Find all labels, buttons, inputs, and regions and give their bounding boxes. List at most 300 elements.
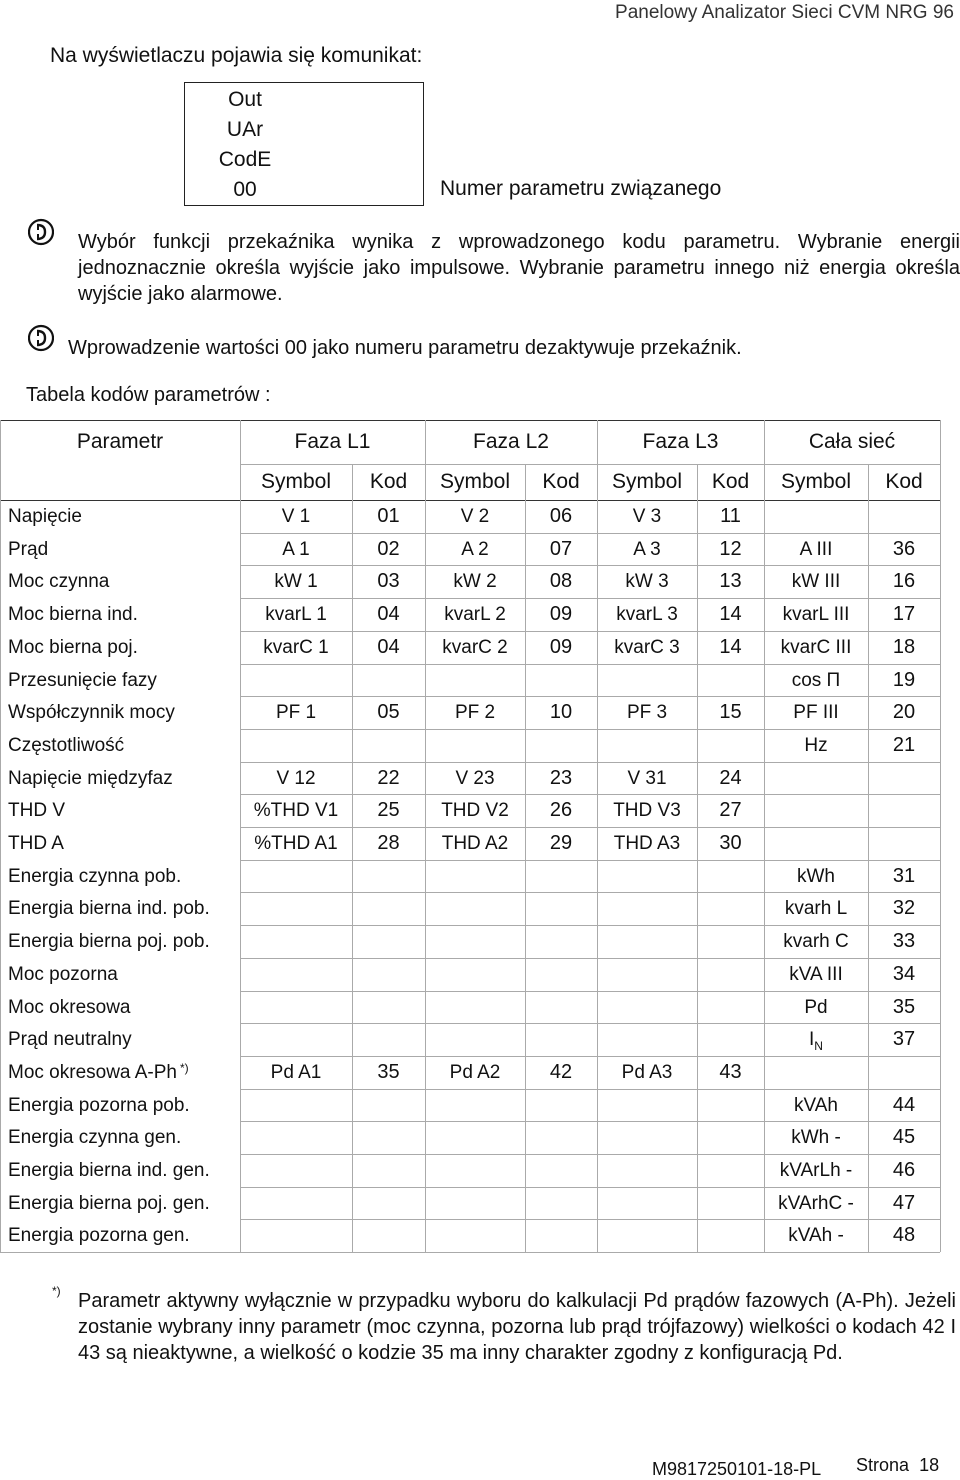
symbol-cell [597, 1219, 697, 1252]
code-cell [352, 1121, 425, 1154]
symbol-cell [425, 794, 525, 827]
header-kod: Kod [542, 470, 580, 493]
symbol-cell [425, 1089, 525, 1122]
cell-value: 35 [377, 1060, 400, 1083]
code-cell [525, 598, 597, 631]
code-cell [352, 500, 425, 533]
header-kod: Kod [885, 470, 923, 493]
code-cell [868, 762, 940, 795]
table-row [0, 1154, 940, 1187]
code-cell [525, 794, 597, 827]
code-cell [697, 1187, 764, 1220]
footer-page [856, 1455, 939, 1476]
display-message-box [184, 82, 424, 206]
symbol-cell [240, 1219, 352, 1252]
symbol-cell [764, 958, 868, 991]
row-parameter-name [8, 1089, 190, 1122]
symbol-cell [425, 860, 525, 893]
code-cell [525, 925, 597, 958]
column-divider [868, 464, 869, 1252]
cell-value: PF III [793, 702, 839, 724]
row-parameter-label: Prąd [8, 538, 49, 560]
code-cell [868, 1056, 940, 1089]
cell-value: kVAh [793, 1094, 838, 1116]
footer-page-number: 18 [919, 1455, 940, 1475]
cell-value: 30 [719, 832, 742, 854]
code-cell [525, 533, 597, 566]
symbol-cell [597, 664, 697, 697]
cell-value: kVAh - [788, 1225, 844, 1247]
row-divider [240, 1023, 940, 1024]
table-row [0, 729, 940, 762]
row-parameter-label: Energia bierna ind. pob. [8, 898, 210, 920]
symbol-cell [597, 860, 697, 893]
row-parameter-name [8, 925, 210, 958]
symbol-cell [764, 500, 868, 533]
code-cell [525, 827, 597, 860]
display-line: 00 [233, 178, 257, 201]
cell-value: 09 [549, 635, 573, 658]
cell-value: 29 [549, 832, 573, 854]
symbol-cell [764, 696, 868, 729]
cell-value: A III [799, 538, 833, 560]
cell-value: kvarL 3 [616, 604, 678, 626]
cell-value: 46 [892, 1159, 916, 1181]
code-cell [352, 925, 425, 958]
code-cell [352, 1023, 425, 1056]
cell-value: 33 [892, 930, 916, 953]
cell-value: cos Π [791, 669, 841, 691]
row-parameter-label: Energia pozorna pob. [8, 1094, 190, 1116]
intro-text: Na wyświetlaczu pojawia się komunikat: [50, 44, 423, 67]
code-cell [525, 991, 597, 1024]
display-note: Numer parametru związanego [440, 177, 722, 200]
code-cell [352, 1154, 425, 1187]
symbol-cell [597, 958, 697, 991]
code-cell [525, 696, 597, 729]
code-cell [868, 1154, 940, 1187]
row-divider [240, 1154, 940, 1155]
footnote-mark: *) [52, 1284, 61, 1298]
code-cell [868, 1219, 940, 1252]
row-parameter-name [8, 1154, 210, 1187]
row-divider [240, 1121, 940, 1122]
cell-value: kvarh L [784, 898, 848, 920]
code-cell [697, 827, 764, 860]
cell-value: 11 [720, 505, 741, 527]
symbol-cell [764, 664, 868, 697]
cell-value: 04 [377, 603, 400, 626]
table-row [0, 1121, 940, 1154]
cell-value: V 3 [632, 506, 662, 527]
symbol-cell [240, 860, 352, 893]
row-parameter-label: Moc bierna ind. [8, 604, 138, 626]
table-row [0, 860, 940, 893]
header-faza-l2: Faza L2 [473, 430, 549, 453]
code-cell [525, 1056, 597, 1089]
cell-value: Hz [804, 734, 828, 756]
cell-value: V 2 [460, 506, 490, 527]
symbol-cell [597, 827, 697, 860]
symbol-cell [240, 991, 352, 1024]
row-parameter-label: Moc czynna [8, 571, 110, 593]
cell-value: 37 [892, 1028, 916, 1051]
row-parameter-label: Moc okresowa A-Ph [8, 1061, 177, 1083]
symbol-cell [240, 1089, 352, 1122]
code-cell [525, 565, 597, 598]
code-cell [352, 1089, 425, 1122]
header-kod: Kod [711, 470, 750, 493]
code-cell [352, 1219, 425, 1252]
cell-value: 04 [377, 635, 400, 658]
symbol-cell [240, 500, 352, 533]
row-parameter-name [8, 598, 138, 631]
row-parameter-label: Moc bierna poj. [8, 636, 138, 658]
cell-value: 35 [892, 995, 916, 1018]
cell-value: kvarC 2 [442, 636, 508, 658]
code-cell [697, 1219, 764, 1252]
symbol-cell [425, 1154, 525, 1187]
code-cell [525, 1154, 597, 1187]
column-divider [525, 464, 526, 1252]
table-row [0, 664, 940, 697]
table-top-border [0, 420, 940, 421]
code-cell [352, 958, 425, 991]
symbol-cell [240, 1056, 352, 1089]
symbol-cell [240, 565, 352, 598]
row-parameter-name [8, 827, 64, 860]
table-row [0, 991, 940, 1024]
column-divider [940, 420, 941, 1252]
symbol-cell [425, 533, 525, 566]
column-divider [425, 420, 426, 1252]
cell-value: THD V2 [441, 800, 509, 822]
symbol-cell [764, 533, 868, 566]
cell-value: 23 [549, 766, 573, 789]
cell-value: kvarC III [780, 636, 852, 658]
row-parameter-name [8, 631, 138, 664]
cell-value: A 3 [633, 538, 661, 560]
cell-value: 42 [549, 1060, 573, 1083]
symbol-cell [425, 1056, 525, 1089]
symbol-cell [764, 1056, 868, 1089]
symbol-cell [764, 1121, 868, 1154]
footnote-reference: *) [179, 1060, 189, 1075]
cell-value: 28 [377, 832, 400, 854]
code-cell [697, 1154, 764, 1187]
table-row [0, 892, 940, 925]
row-divider [240, 762, 940, 763]
symbol-cell [597, 991, 697, 1024]
symbol-cell [240, 958, 352, 991]
cell-value: V 1 [281, 506, 311, 527]
code-cell [868, 991, 940, 1024]
header-symbol: Symbol [439, 470, 511, 493]
symbol-cell [764, 794, 868, 827]
code-cell [868, 664, 940, 697]
code-cell [352, 1056, 425, 1089]
header-symbol: Symbol [260, 470, 332, 493]
cell-value: 20 [892, 701, 916, 724]
symbol-cell [597, 631, 697, 664]
cell-value: 21 [892, 733, 916, 756]
column-divider [352, 464, 353, 1252]
symbol-cell [597, 696, 697, 729]
code-cell [697, 598, 764, 631]
row-divider [240, 1056, 940, 1057]
code-cell [697, 892, 764, 925]
symbol-cell [764, 860, 868, 893]
cell-value: 24 [719, 766, 742, 789]
symbol-cell [240, 892, 352, 925]
cell-value: %THD A1 [254, 833, 338, 854]
cell-value: kVArhC - [778, 1192, 854, 1214]
symbol-cell [240, 762, 352, 795]
cell-value: 10 [549, 701, 573, 724]
symbol-cell [240, 664, 352, 697]
cell-value: 01 [377, 505, 400, 527]
row-parameter-name [8, 1187, 210, 1220]
row-divider [240, 958, 940, 959]
cell-value: PF 1 [275, 702, 317, 724]
cell-value: 45 [892, 1126, 916, 1149]
row-parameter-name [8, 958, 118, 991]
row-parameter-label: Energia bierna poj. gen. [8, 1192, 210, 1214]
cell-value: 25 [377, 799, 400, 822]
cell-value: A 2 [461, 538, 489, 560]
cell-value: Pd A2 [449, 1061, 501, 1083]
cell-value: kW 3 [625, 571, 669, 593]
header-divider [240, 464, 940, 465]
code-cell [525, 500, 597, 533]
column-divider [697, 464, 698, 1252]
cell-value: PF 2 [454, 702, 496, 724]
cell-value: 48 [892, 1224, 916, 1247]
code-cell [525, 860, 597, 893]
cell-value: kvarC 1 [263, 636, 329, 658]
cell-value: Pd [804, 996, 828, 1018]
column-divider [240, 420, 241, 1252]
table-row [0, 1187, 940, 1220]
row-parameter-name [8, 1023, 132, 1056]
symbol-cell [597, 1089, 697, 1122]
code-cell [697, 565, 764, 598]
code-cell [868, 1187, 940, 1220]
table-row [0, 500, 940, 533]
code-cell [525, 664, 597, 697]
cell-value: kW 2 [453, 571, 497, 593]
row-divider [240, 860, 940, 861]
symbol-cell [764, 1154, 868, 1187]
row-parameter-label: Napięcie międzyfaz [8, 767, 173, 789]
cell-value: kVArLh - [779, 1160, 853, 1181]
code-cell [352, 598, 425, 631]
code-cell [697, 860, 764, 893]
row-parameter-label: Energia pozorna gen. [8, 1225, 190, 1247]
cell-value: 09 [549, 603, 573, 626]
symbol-cell [240, 827, 352, 860]
code-cell [352, 1187, 425, 1220]
cell-value: 02 [377, 537, 400, 560]
row-divider [240, 991, 940, 992]
cell-value: THD V3 [613, 800, 681, 822]
row-parameter-name [8, 1056, 189, 1089]
row-parameter-label: Energia czynna gen. [8, 1127, 182, 1149]
code-cell [868, 794, 940, 827]
code-cell [697, 500, 764, 533]
code-cell [352, 696, 425, 729]
footnote-text: Parametr aktywny wyłącznie w przypadku wyboru do kalkulacji Pd prądów fazowych (A-Ph). Jeżeli zostanie wybrany inny parametr (moc czynna, pozorna lub prąd trójfazowy) wielkości o kodach 42 I 43 są nieaktywne, a wielkość o kodzie 35 ma inny charakter zgodny z konfiguracją Pd. [78, 1290, 956, 1364]
symbol-cell [240, 533, 352, 566]
symbol-cell [597, 598, 697, 631]
row-parameter-name [8, 892, 210, 925]
header-faza-l3: Faza L3 [642, 430, 719, 453]
table-row [0, 1219, 940, 1252]
symbol-cell [597, 500, 697, 533]
cell-value: THD A2 [441, 833, 509, 854]
code-cell [352, 565, 425, 598]
row-parameter-label: Częstotliwość [8, 734, 125, 756]
document-header-title: Panelowy Analizator Sieci CVM NRG 96 [615, 2, 954, 23]
symbol-cell [240, 598, 352, 631]
row-parameter-name [8, 762, 173, 795]
cell-value: kW III [791, 571, 841, 593]
row-parameter-name [8, 565, 109, 598]
code-cell [868, 958, 940, 991]
code-cell [525, 729, 597, 762]
code-cell [697, 631, 764, 664]
cell-value: 08 [549, 570, 573, 593]
code-cell [352, 631, 425, 664]
row-divider [240, 794, 940, 795]
cell-value: 13 [719, 570, 742, 593]
header-bottom-border [0, 500, 940, 501]
row-parameter-name [8, 664, 157, 697]
symbol-cell [597, 1154, 697, 1187]
row-divider [240, 1187, 940, 1188]
symbol-cell [240, 925, 352, 958]
symbol-cell [240, 1187, 352, 1220]
code-cell [697, 729, 764, 762]
parameter-codes-table [0, 420, 940, 1260]
code-cell [352, 762, 425, 795]
row-divider [240, 565, 940, 566]
symbol-cell [597, 533, 697, 566]
table-row [0, 1023, 940, 1056]
symbol-cell [425, 664, 525, 697]
symbol-cell [240, 631, 352, 664]
symbol-cell [425, 696, 525, 729]
symbol-cell [597, 565, 697, 598]
cell-value: 16 [892, 570, 916, 593]
symbol-cell [764, 1187, 868, 1220]
row-divider [240, 1219, 940, 1220]
cell-value: kvarL 1 [265, 604, 327, 626]
cell-value: 14 [719, 603, 742, 626]
symbol-cell [764, 631, 868, 664]
display-line: UAr [226, 118, 264, 141]
symbol-cell [597, 892, 697, 925]
header-cala-siec: Cała sieć [808, 430, 896, 453]
cell-value: Pd A1 [270, 1061, 322, 1083]
row-divider [240, 729, 940, 730]
info-hand-icon [28, 322, 54, 354]
code-cell [697, 958, 764, 991]
symbol-cell [764, 827, 868, 860]
row-divider [240, 827, 940, 828]
row-parameter-label: Energia bierna poj. pob. [8, 931, 210, 953]
row-parameter-label: Przesunięcie fazy [8, 669, 157, 691]
cell-value: V 12 [276, 767, 316, 789]
symbol-cell [764, 565, 868, 598]
table-row [0, 794, 940, 827]
code-cell [352, 533, 425, 566]
cell-value: 12 [719, 537, 742, 560]
cell-value: 31 [892, 864, 916, 887]
column-divider [597, 420, 598, 1252]
code-cell [697, 925, 764, 958]
symbol-cell [425, 1023, 525, 1056]
header-kod: Kod [369, 470, 408, 493]
cell-value: 14 [719, 635, 742, 658]
table-row [0, 1089, 940, 1122]
code-cell [697, 1023, 764, 1056]
header-parametr: Parametr [76, 430, 164, 453]
cell-value: 07 [549, 537, 573, 560]
code-cell [525, 958, 597, 991]
symbol-cell [425, 1219, 525, 1252]
row-parameter-name [8, 533, 48, 566]
symbol-cell [240, 1023, 352, 1056]
cell-value: kWh - [791, 1127, 841, 1149]
symbol-cell [764, 892, 868, 925]
symbol-cell [597, 1121, 697, 1154]
code-cell [868, 533, 940, 566]
row-parameter-label: Prąd neutralny [8, 1029, 132, 1051]
symbol-cell [597, 762, 697, 795]
cell-value: 19 [892, 668, 916, 691]
table-row [0, 925, 940, 958]
code-cell [868, 925, 940, 958]
symbol-cell [425, 500, 525, 533]
symbol-cell [597, 1187, 697, 1220]
code-cell [352, 664, 425, 697]
row-divider [240, 925, 940, 926]
cell-value: 36 [892, 537, 916, 560]
symbol-cell [764, 729, 868, 762]
table-row [0, 827, 940, 860]
symbol-cell [240, 729, 352, 762]
symbol-cell [425, 631, 525, 664]
row-parameter-label: THD A [8, 833, 64, 854]
row-parameter-name [8, 794, 65, 827]
cell-value: Pd A3 [621, 1061, 673, 1083]
cell-value: V 31 [627, 767, 667, 789]
cell-value: 22 [377, 766, 400, 789]
table-left-border [0, 420, 1, 1252]
code-cell [525, 1089, 597, 1122]
row-parameter-name [8, 1121, 181, 1154]
cell-value: kW 1 [274, 571, 318, 593]
code-cell [697, 696, 764, 729]
code-cell [868, 500, 940, 533]
symbol-cell [597, 925, 697, 958]
cell-value: A 1 [282, 538, 310, 560]
symbol-cell [425, 762, 525, 795]
cell-value: 03 [377, 570, 400, 593]
display-line: Out [228, 88, 262, 111]
symbol-cell [764, 925, 868, 958]
